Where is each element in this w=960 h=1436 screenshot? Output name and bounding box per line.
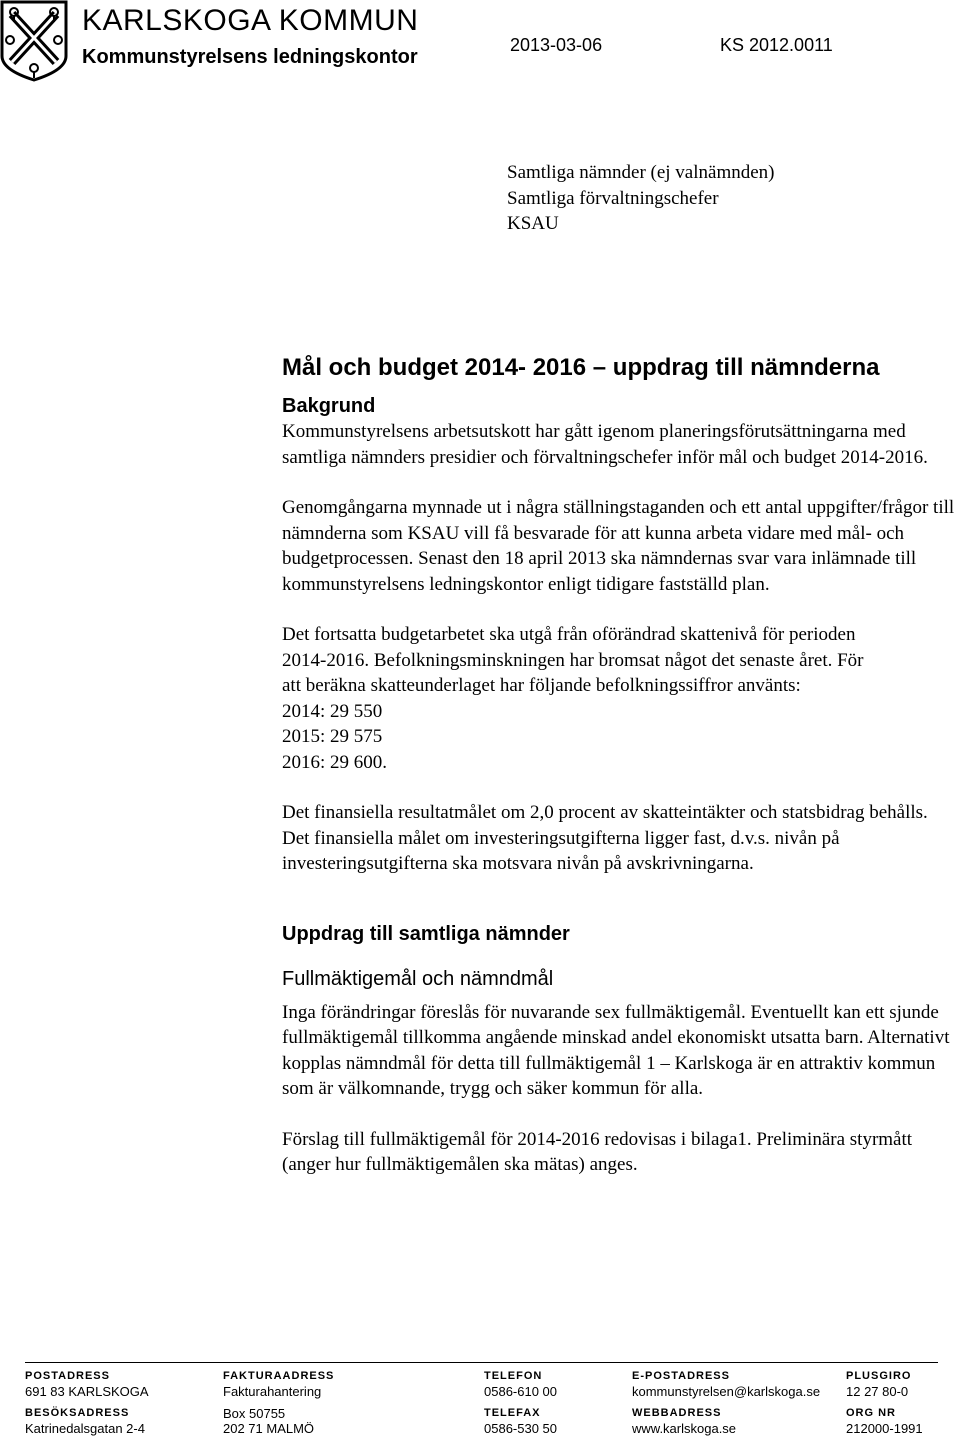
- section-heading-background: Bakgrund: [282, 395, 376, 417]
- footer-besoksadress: Katrinedalsgatan 2-4: [25, 1421, 145, 1436]
- paragraph: Det finansiella resultatmålet om 2,0 procent av skatteintäkter och statsbidrag behålls. Det finansiella målet om investeringsutgifterna ligger fast, d.v.s. nivån på investeringsutgifterna ska motsvara nivån på avskrivningarna.: [282, 802, 928, 874]
- paragraph-line: Det fortsatta budgetarbetet ska utgå från oförändrad skattenivå för perioden: [282, 624, 856, 645]
- document-title: Mål och budget 2014- 2016 – uppdrag till nämnderna: [282, 354, 880, 381]
- paragraph-population: [282, 622, 958, 775]
- footer-telefon: 0586-610 00: [484, 1384, 558, 1399]
- paragraph: Kommunstyrelsens arbetsutskott har gått igenom planeringsförutsättningarna med samtliga nämnders presidier och förvaltningschefer inför mål och budget 2014-2016.: [282, 421, 928, 468]
- population-figure: 2015: 29 575: [282, 726, 383, 747]
- footer-webbadress[interactable]: www.karlskoga.se: [632, 1421, 737, 1436]
- recipient-line: Samtliga nämnder (ej valnämnden): [507, 162, 775, 183]
- organization-name: KARLSKOGA KOMMUN: [82, 4, 419, 37]
- paragraph: Inga förändringar föreslås för nuvarande sex fullmäktigemål. Eventuellt kan ett sjunde fullmäktigemål tillkomma angående minskad andel ekonomiskt utsatta barn. Alternativt kopplas nämndmål för detta till fullmäktigemål 1 – Karlskoga är en attraktiv kommun som är välkomnande, trygg och säker kommun för alla.: [282, 1001, 950, 1099]
- municipality-logo: [0, 0, 68, 82]
- paragraph-line: 2014-2016. Befolkningsminskningen har bromsat något det senaste året. För: [282, 649, 864, 671]
- document-date: 2013-03-06: [510, 35, 603, 55]
- paragraph-line: att beräkna skatteunderlaget har följande befolkningssiffror använts:: [282, 675, 801, 696]
- document-body: [282, 350, 958, 1178]
- footer-postadress: 691 83 KARLSKOGA: [25, 1384, 149, 1399]
- footer-label-telefax: TELEFAX: [484, 1407, 541, 1419]
- paragraph: Förslag till fullmäktigemål för 2014-2016 redovisas i bilaga1. Preliminära styrmått (anger hur fullmäktigemålen ska mätas) anges.: [282, 1128, 913, 1175]
- section-heading-assignment: Uppdrag till samtliga nämnder: [282, 922, 570, 945]
- document-reference: KS 2012.0011: [720, 35, 833, 55]
- footer-label-telefon: TELEFON: [484, 1370, 543, 1382]
- recipients-block: [507, 160, 775, 237]
- footer-telefax: 0586-530 50: [484, 1421, 558, 1436]
- population-figure: 2016: 29 600.: [282, 751, 388, 773]
- footer-fakturaadress-line: Fakturahantering: [223, 1384, 322, 1399]
- footer-fakturaadress-line: Box 50755: [223, 1406, 286, 1421]
- recipient-line: KSAU: [507, 213, 559, 234]
- footer-label-postadress: POSTADRESS: [25, 1370, 110, 1382]
- footer-label-orgnr: ORG NR: [846, 1407, 896, 1419]
- recipient-line: Samtliga förvaltningschefer: [507, 187, 719, 209]
- department-name: Kommunstyrelsens ledningskontor: [82, 46, 418, 68]
- coat-of-arms-icon: [0, 0, 68, 82]
- footer-divider: [25, 1362, 938, 1363]
- footer-label-webbadress: WEBBADRESS: [632, 1407, 722, 1419]
- footer-label-besoksadress: BESÖKSADRESS: [25, 1407, 130, 1419]
- footer-orgnr: 212000-1991: [846, 1421, 923, 1436]
- population-figure: 2014: 29 550: [282, 700, 383, 722]
- footer-label-plusgiro: PLUSGIRO: [846, 1370, 912, 1382]
- paragraph: Genomgångarna mynnade ut i några ställningstaganden och ett antal uppgifter/frågor till nämnderna som KSAU vill få besvarade för att kunna arbeta vidare med mål- och budgetprocessen. Senast den 18 april 2013 ska nämndernas svar vara inlämnade till kommunstyrelsens ledningskontor enligt tidigare fastställd plan.: [282, 497, 955, 595]
- footer-label-epost: E-POSTADRESS: [632, 1370, 730, 1382]
- footer-epost[interactable]: kommunstyrelsen@karlskoga.se: [632, 1384, 821, 1399]
- footer-fakturaadress-line: 202 71 MALMÖ: [223, 1421, 315, 1436]
- footer-plusgiro: 12 27 80-0: [846, 1384, 909, 1399]
- footer-label-fakturaadress: FAKTURAADRESS: [223, 1370, 335, 1382]
- subsection-heading-goals: Fullmäktigemål och nämndmål: [282, 967, 554, 990]
